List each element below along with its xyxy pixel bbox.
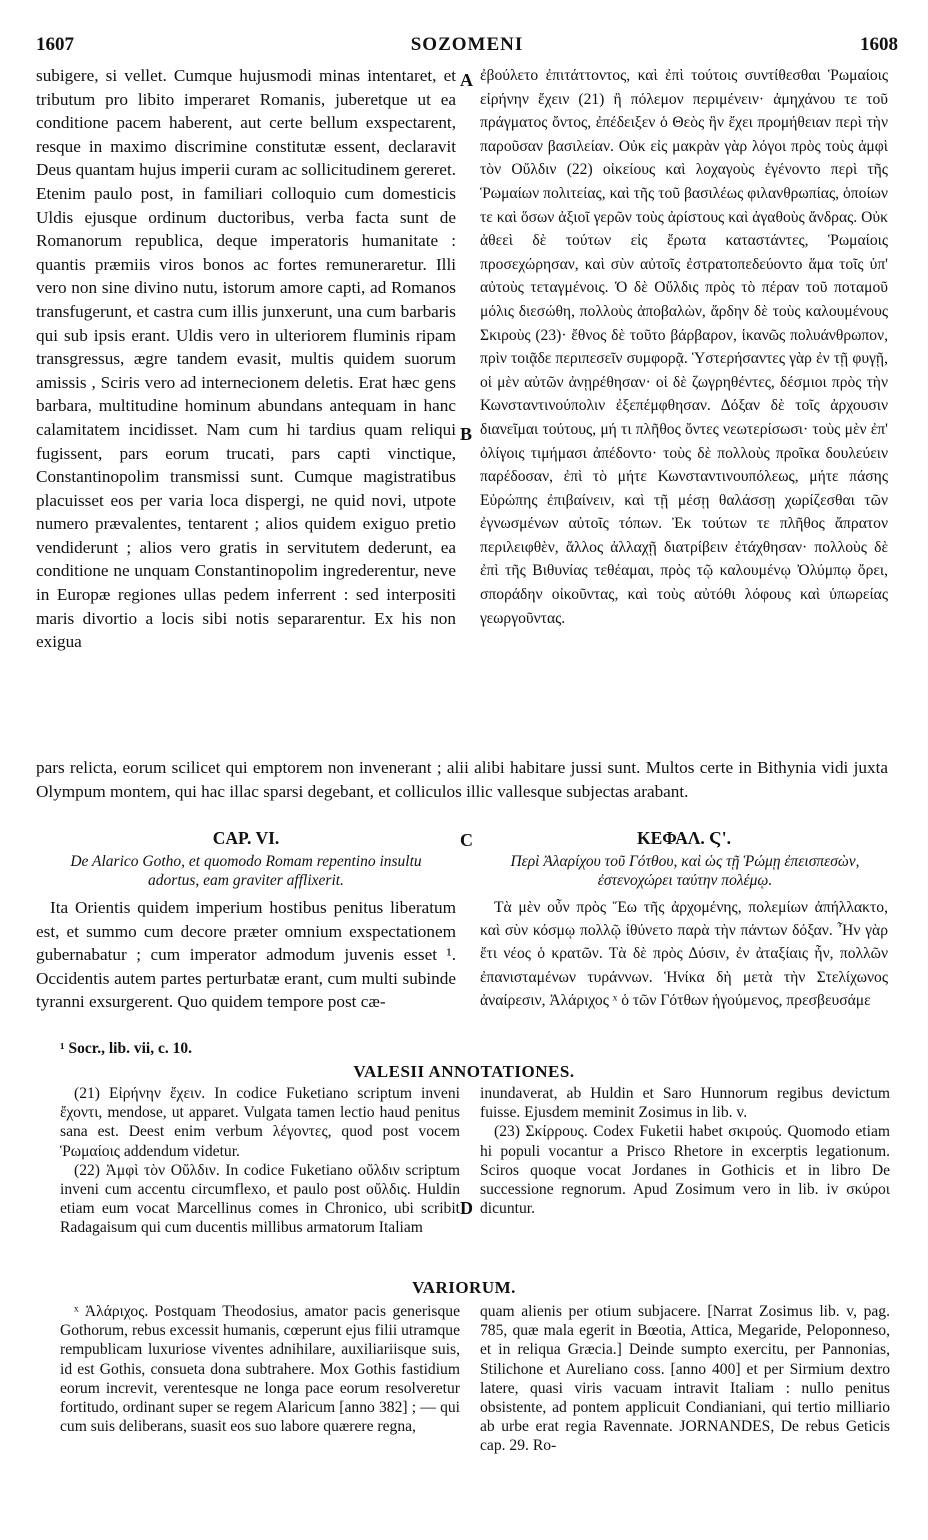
greek-chapter-title: ΚΕΦΑΛ. Ϛ'. [636, 828, 732, 848]
greek-chapter-text: Τὰ μὲν οὖν πρὸς Ἕω τῆς ἀρχομένης, πολεμίων ἀπήλλακτο, καὶ σὺν κόσμῳ πολλῷ ἰθύνετο παρὰ τὴν πάντων δόξαν. Ἦν γὰρ ἔτι νέος ὁ κρατῶν. Τὰ δὲ πρὸς Δύσιν, ἐν ἀταξίαις ἦν, πολλῶν ἐπανισταμένων τυράννων. Ἡνίκα δὴ μετὰ τὴν Στελίχωνος ἀναίρεσιν, Ἀλάριχος ˣ ὁ τῶν Γότθων ἡγούμενος, πρεσβευσάμε [480, 899, 888, 1009]
margin-marker-a: A [460, 70, 473, 90]
greek-column-chapter [480, 896, 888, 1014]
latin-text: subigere, si vellet. Cumque hujusmodi minas intentaret, et tributum pro libito imperaret Romanis, juberetque ut ea conditione pacem haberent, aut certe bellum exspectarent, resque in maximo discrimine constitutæ essent, declaravit Deus quantam hujus imperii curam ac sollicitudinem gereret. Etenim paulo post, in familiari colloquio cum domesticis Uldis ejusque ordinum ductoribus, verba facta sunt de Romanorum republica, deque imperatoris humanitate : quantis præmiis viros bonos ac fortes remuneraretur. Illi vero non sine divino nutu, istorum amore capti, ad Romanos transfugerunt, et castra cum illis junxerunt, una cum barbaris qui sub ipsis erant. Uldis vero in ulteriorem fluminis ripam transgressus, ægre tandem evasit, multis quidem suorum amissis , Sciris vero ad internecionem deletis. Erat hæc gens barbara, multitudine hominum abundans antequam in hanc calamitatem incidisset. Nam cum hi tardius quam reliqui fugissent, pars eorum trucati, pars capti vinctique, Constantinopolim transmissi sunt. Cumque magistratibus placuisset eos per varia loca dispergi, ne quid novi, utpote numero prævalentes, tentarent ; alios quidem exiguo pretio vendiderunt ; alios vero gratis in servitutem dederunt, ea conditione ne unquam Constantinopolim ingrederentur, neve in Europæ regiones ullas pedem inferrent : sed interpositi maris divortio a locis sibi notis separarentur. Ex his non exigua [36, 66, 456, 652]
note-22-continued: inundaverat, ab Huldin et Saro Hunnorum regibus devictum fuisse. Ejusdem meminit Zosimus in lib. v. [480, 1085, 890, 1122]
latin-continuation [36, 756, 888, 828]
page-number-left: 1607 [36, 34, 74, 55]
page-number-right: 1608 [860, 34, 898, 55]
greek-chapter-subtitle: Περὶ Ἀλαρίχου τοῦ Γότθου, καὶ ὡς τῇ Ῥώμῃ ἐπεισπεσὼν, ἐστενοχώρει ταύτην πολέμῳ. [510, 853, 860, 889]
greek-column-top [480, 64, 888, 744]
greek-text: ἐβούλετο ἐπιτάττοντος, καὶ ἐπὶ τούτοις συντίθεσθαι Ῥωμαίοις εἰρήνην ἔχειν (21) ἢ πόλεμον περιμένειν· ἀμηχάνου τε τοῦ πράγματος ὄντος, ἐπέδειξεν ὁ Θεὸς ἣν ἔχει προμήθειαν περὶ τὴν παροῦσαν βασιλείαν. Οὐκ εἰς μακρὰν γὰρ λόγοι πρὸς τοὺς ἀμφὶ τὸν Οὔλδιν (22) οἰκείους καὶ λοχαγοὺς ἐγένοντο περὶ τῆς Ῥωμαίων πολιτείας, καὶ τῆς τοῦ βασιλέως φιλανθρωπίας, ὁποίων τε καὶ ὅσων ἀξιοῖ γερῶν τοὺς ἀρίστους καὶ ἀγαθοὺς ἄνδρας. Οὐκ ἀθεεὶ δὲ τούτων εἰς ἔρωτα καταστάντες, Ῥωμαίοις προσεχώρησαν, καὶ σὺν αὐτοῖς ἐστρατοπεδεύοντο ἅμα τοῖς ὑπ' αὐτοὺς τεταγμένοις. Ὁ δὲ Οὔλδις πρὸς τὸ πέραν τοῦ ποταμοῦ μόλις διεσώθη, πολλοὺς ἀποβαλὼν, ἄρδην δὲ τοὺς καλουμένους Σκιροὺς (23)· ἔθνος δὲ τοῦτο βάρβαρον, ἱκανῶς πολυάνθρωπον, πρὶν τοιᾷδε περιπεσεῖν συμφορᾷ. Ὑστερήσαντες γὰρ ἐν τῇ φυγῇ, οἱ μὲν αὐτῶν ἀνῃρέθησαν· οἱ δὲ ζωγρηθέντες, δέσμιοι πρὸς τὴν Κωνσταντινούπολιν ἐξεπέμφθησαν. Δόξαν δὲ τοῖς ἀρχουσιν διανεῖμαι τούτους, μή τι πλῆθος ὄντες νεωτερίσωσι· τοὺς μὲν ἐπ' ὀλίγοις τιμήμασι ἀπέδοντο· τοὺς δὲ πολλοὺς προῖκα δουλεύειν παρέδοσαν, ἐπὶ τὸ μήτε Κωνσταντινουπόλεως, μήτε πάσης Εὐρώπης ἐπιβαίνειν, καὶ τῇ μέσῃ θαλάσσῃ χωρίζεσθαι τῶν ἐγνωσμένων αὐτοῖς τόπων. Ἐκ τούτων τε πλῆθος ἄπρατον περιλειφθὲν, ἄλλος ἀλλαχῇ διατρίβειν ἐτάχθησαν· πολλοὺς δὲ ἐπὶ τῆς Βιθυνίας τεθέαμαι, πρὸς τῷ καλουμένῳ Ὀλύμπῳ ὄρει, σποράδην οἰκοῦντας, καὶ τοὺς αὐτόθι λόφους καὶ ὑπωρείας γεωργοῦντας. [480, 67, 888, 627]
latin-chapter-title: CAP. VI. [212, 828, 280, 848]
latin-chapter-text: Ita Orientis quidem imperium hostibus penitus liberatum est, et summo cum decore præter omnium exspectationem gubernabatur ; cum imperator admodum juvenis esset ¹. Occidentis autem partes perturbatæ erant, cum multi subinde tyranni exsurgerent. Quo quidem tempore post cæ- [36, 898, 456, 1012]
variorum-notes-right [480, 1302, 890, 1502]
note-22: (22) Ἀμφὶ τὸν Οὔλδιν. In codice Fuketiano οὔλδιν scriptum inveni cum accentu circumflexo, et paulo post οὔλδις. Huldin etiam eum vocat Marcellinus comes in Chronico, ubi scribit Radagaisum qui cum ducentis millibus armatorum Italiam [60, 1161, 460, 1237]
running-header [36, 34, 898, 60]
latin-column-top [36, 64, 456, 762]
margin-marker-c: C [460, 830, 473, 850]
valesii-notes-right [480, 1084, 890, 1276]
latin-chapter-subtitle: De Alarico Gotho, et quomodo Romam repentino insultu adortus, eam graviter afflixerit. [70, 853, 422, 889]
latin-continuation-text: pars relicta, eorum scilicet qui emptorem non invenerant ; alii alibi habitare jussi sunt. Multos certe in Bithynia vidi juxta Olympum montem, qui hac illac sparsi degebant, et colliculos illic vallesque subjectas arabant. [36, 758, 888, 801]
running-title: SOZOMENI [410, 34, 524, 55]
valesii-heading: VALESII ANNOTATIONES. [353, 1062, 575, 1081]
note-23: (23) Σκίρρους. Codex Fuketii habet σκιρούς. Quomodo etiam hi populi vocantur a Prisco Rhetore in excerptis legationum. Sciros quoque vocat Jordanes in Gothicis et in libro De successione regnorum. Apud Zosimum vero in lib. iv σκύροι dicuntur. [480, 1123, 890, 1218]
footnote: ¹ Socr., lib. vii, c. 10. [60, 1040, 192, 1057]
variorum-note-continued: quam alienis per otium subjacere. [Narrat Zosimus lib. v, pag. 785, quæ mala egerit in Bœotia, Attica, Megaride, Peloponneso, et in reliqua Græcia.] Deinde sumpto exercitu, per Pannonias, Stilichone et Aureliano coss. [anno 400] et per Sirmium dextro latere, quasi viris vacuam intravit Italiam : nullo penitus obsistente, ad pontem applicuit Condianiani, qui tertio milliario ab urbe erat regia Ravennate. JORNANDES, De rebus Geticis cap. 29. Ro- [480, 1303, 890, 1455]
variorum-note-alarichos: ˣ Ἀλάριχος. Postquam Theodosius, amator pacis generisque Gothorum, rebus excessit humanis, cœperunt ejus filii utramque rempublicam luxuriose viventes adnihilare, auxiliariisque suis, id est Gothis, consueta dona subtrahere. Mox Gothis fastidium eorum increvit, verentesque ne longa pace eorum resolveretur fortitudo, ordinant super se regem Alaricum [anno 382] ; — qui cum suis deliberans, suasit eos suo labore quærere regna, [60, 1303, 460, 1436]
note-21: (21) Εἰρήνην ἔχειν. In codice Fuketiano scriptum inveni ἔχοντι, mendose, ut apparet. Vulgata tamen lectio haud penitus sana est. Deest enim verbum λέγοντες, quod post vocem Ῥωμαίοις addendum videtur. [60, 1085, 460, 1160]
latin-column-chapter [36, 896, 456, 1040]
variorum-heading: VARIORUM. [412, 1278, 516, 1297]
valesii-notes-left [60, 1084, 460, 1276]
margin-marker-d: D [460, 1198, 473, 1218]
variorum-notes-left [60, 1302, 460, 1502]
margin-marker-b: B [460, 424, 473, 444]
